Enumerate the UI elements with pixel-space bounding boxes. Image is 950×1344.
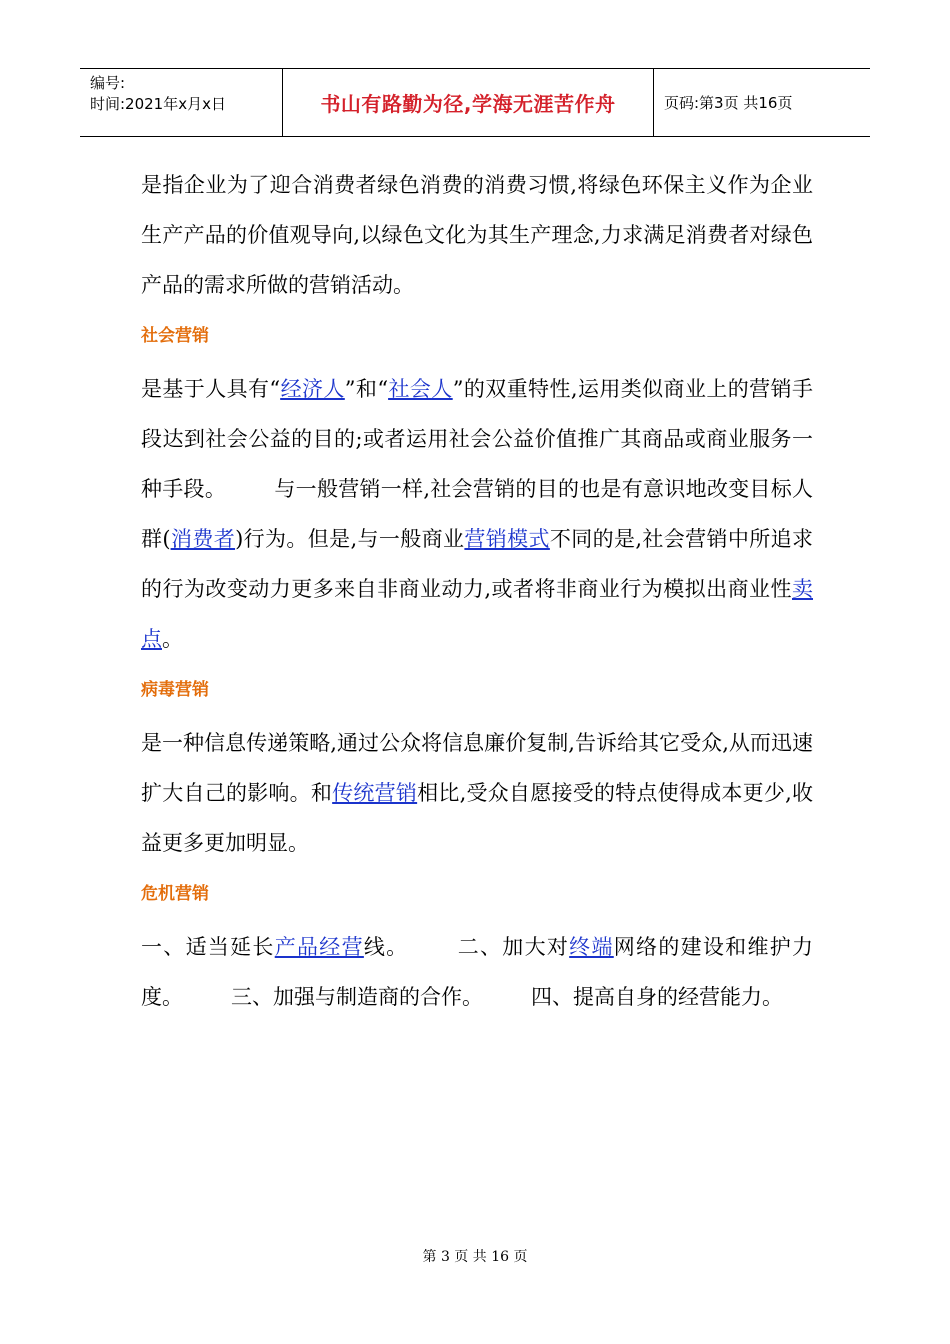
document-body bbox=[141, 160, 813, 1022]
header-page-info: 页码:第3页 共16页 bbox=[664, 94, 793, 112]
header-meta bbox=[80, 69, 283, 136]
date-line: 时间:2021年x月x日 bbox=[90, 95, 226, 113]
heading-crisis-marketing: 危机营销 bbox=[141, 884, 209, 904]
link-economic-man[interactable]: 经济人 bbox=[280, 377, 345, 401]
text-span: 是一种信息传递策略,通过公众将信息廉价复制,告诉给其它受众,从而迅速扩大自己的影响。和 bbox=[141, 731, 813, 805]
text-span: )行为。但是,与一般商业 bbox=[235, 527, 465, 551]
text-span: 。 bbox=[162, 627, 183, 651]
text-span: 一、适当延长 bbox=[141, 935, 275, 959]
text-span: 二、加大对 bbox=[456, 935, 570, 959]
link-marketing-model[interactable]: 营销模式 bbox=[464, 527, 550, 551]
text-span: ”的双重特性,运用类似商业上的营销手段达到社会公益的目的;或者运用社会公益价值推广其商品或商业服务一种手段。 bbox=[141, 377, 813, 501]
link-consumer[interactable]: 消费者 bbox=[170, 527, 236, 551]
intro-paragraph: 是指企业为了迎合消费者绿色消费的消费习惯,将绿色环保主义作为企业生产产品的价值观导向,以绿色文化为其生产理念,力求满足消费者对绿色产品的需求所做的营销活动。 bbox=[141, 173, 813, 297]
text-span: 四、提高自身的经营能力。 bbox=[531, 985, 783, 1009]
number-label: 编号: bbox=[90, 74, 126, 92]
link-terminal[interactable]: 终端 bbox=[569, 935, 614, 959]
link-social-man[interactable]: 社会人 bbox=[388, 377, 453, 401]
text-span: ”和“ bbox=[344, 377, 389, 401]
link-selling-point[interactable]: 卖点 bbox=[141, 577, 813, 651]
text-span: 是基于人具有“ bbox=[141, 377, 281, 401]
social-marketing-paragraph bbox=[141, 364, 813, 664]
header-motto: 书山有路勤为径,学海无涯苦作舟 bbox=[283, 69, 654, 136]
link-product-operation[interactable]: 产品经营 bbox=[274, 935, 364, 959]
viral-marketing-paragraph bbox=[141, 718, 813, 868]
text-span: 与一般营销一样,社会营销的目的也是有意识地改变目标人群( bbox=[141, 477, 813, 551]
text-span: 线。 bbox=[363, 935, 409, 959]
document-header bbox=[80, 68, 870, 137]
text-span: 三、加强与制造商的合作。 bbox=[231, 985, 483, 1009]
text-span: 网络的建设和维护力度。 bbox=[141, 935, 814, 1009]
text-span: 相比,受众自愿接受的特点使得成本更少,收益更多更加明显。 bbox=[141, 781, 814, 855]
heading-social-marketing: 社会营销 bbox=[141, 326, 209, 346]
heading-viral-marketing: 病毒营销 bbox=[141, 680, 209, 700]
page-footer: 第 3 页 共 16 页 bbox=[422, 1249, 528, 1265]
crisis-marketing-paragraph bbox=[141, 922, 813, 1022]
text-span: 不同的是,社会营销中所追求的行为改变动力更多来自非商业动力,或者将非商业行为模拟出商业性 bbox=[141, 527, 813, 601]
link-traditional-marketing[interactable]: 传统营销 bbox=[332, 781, 418, 805]
